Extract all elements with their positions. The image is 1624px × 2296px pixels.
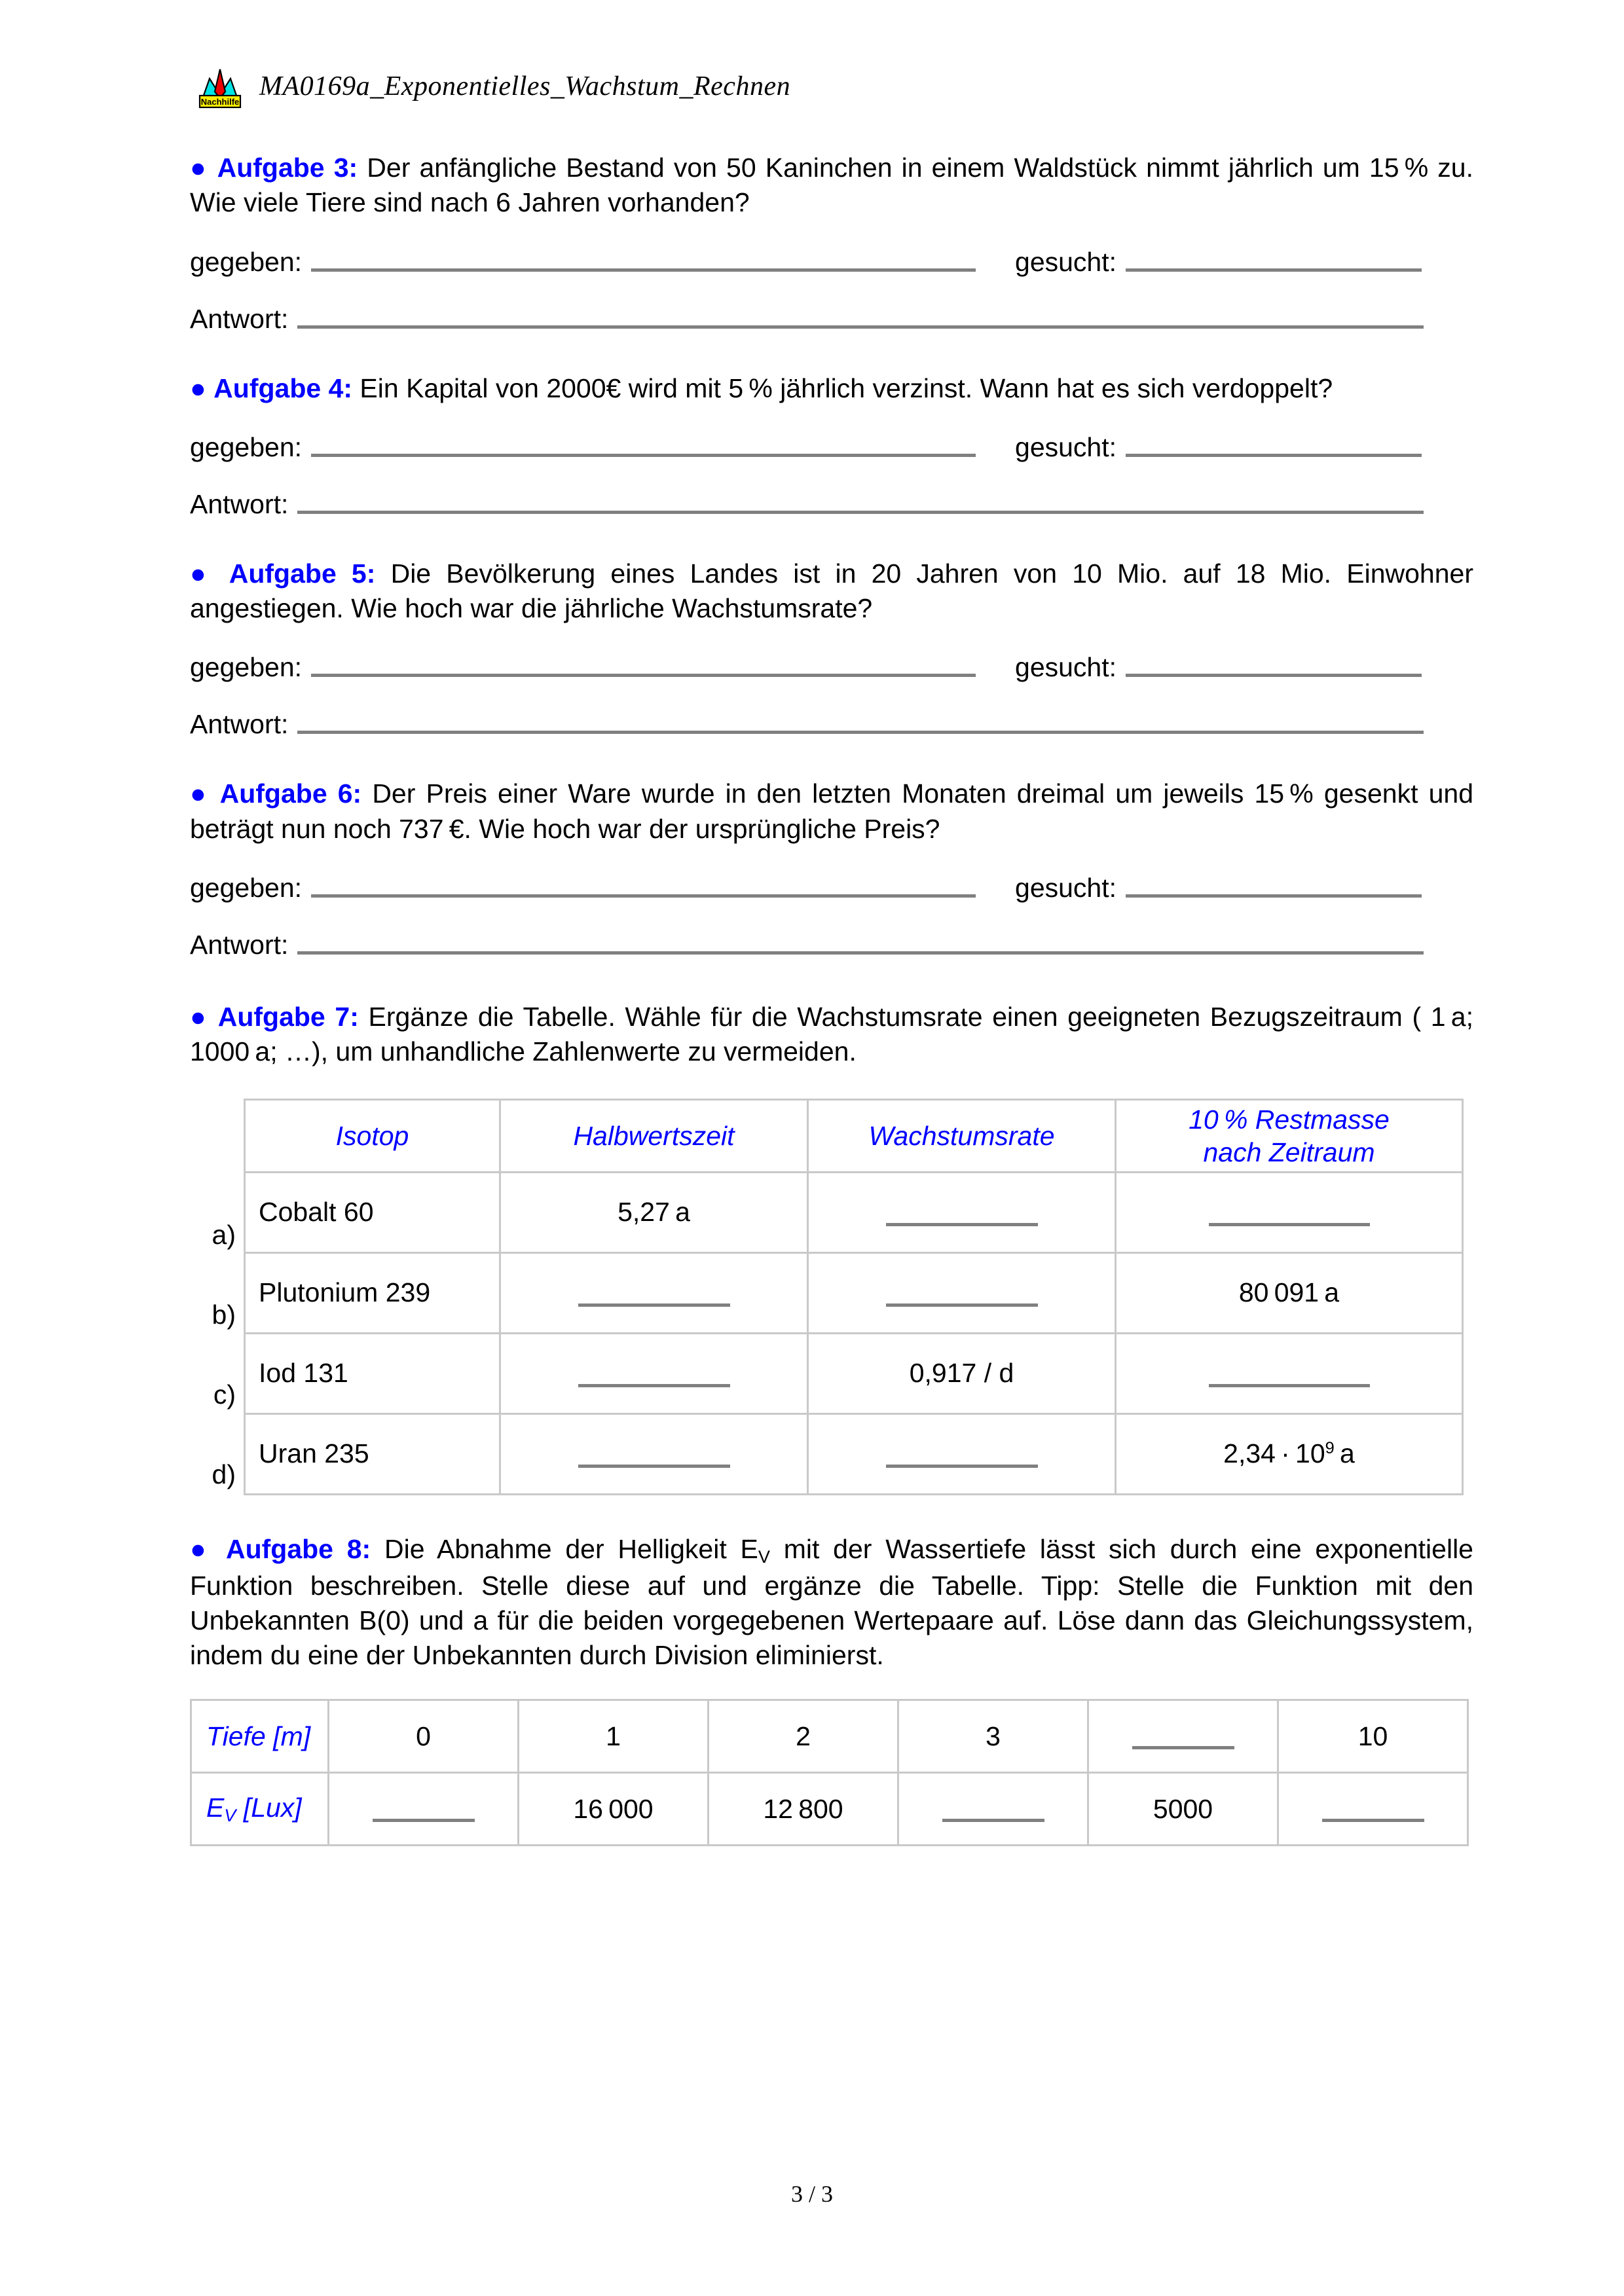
task-6-body: Der Preis einer Ware wurde in den letzten Monaten dreimal um jeweils 15 % gesenkt und beträgt nun noch 737 €. Wie hoch war der ursprüngliche Preis? [190, 778, 1473, 844]
sought-label: gesucht: [1015, 652, 1117, 683]
given-fill-line[interactable] [311, 454, 976, 457]
ev-unit: [Lux] [236, 1793, 302, 1823]
fill-line[interactable] [578, 1303, 730, 1307]
answer-fill-line[interactable] [297, 325, 1424, 329]
cell-restmasse-b: 80 091 a [1116, 1252, 1463, 1333]
task-5-answer-row [190, 709, 1473, 740]
task-5-given-row [190, 652, 1473, 683]
task-3-body: Der anfängliche Bestand von 50 Kaninchen in einem Waldstück nimmt jährlich um 15 % zu. Wie viele Tiere sind nach 6 Jahren vorhanden? [190, 153, 1473, 218]
cell-isotope-d: Uran 235 [245, 1413, 500, 1494]
task-bullet-icon: ● [190, 1002, 209, 1032]
task-3-given-row [190, 247, 1473, 278]
cell-halbwertszeit-a: 5,27 a [500, 1172, 808, 1252]
col-header-restmasse-line1: 10 % Restmasse [1189, 1104, 1390, 1135]
task-aufgabe-5 [190, 556, 1473, 740]
isotope-row-labels [190, 1099, 244, 1495]
fill-line[interactable] [1132, 1746, 1234, 1749]
page-number: 3 / 3 [790, 2181, 833, 2207]
task-6-label: Aufgabe 6: [219, 778, 362, 809]
sought-label: gesucht: [1015, 246, 1117, 277]
cell-lux-5[interactable] [1278, 1773, 1468, 1846]
fill-line[interactable] [1322, 1819, 1424, 1822]
cell-wachstumsrate-c: 0,917 / d [808, 1333, 1116, 1413]
given-fill-line[interactable] [311, 894, 976, 898]
task-4-text [190, 371, 1473, 406]
task-bullet-icon: ● [190, 153, 208, 183]
task-8-subscript: V [758, 1546, 770, 1567]
given-label: gegeben: [190, 652, 303, 683]
task-8-body-part2: mit der Wassertiefe lässt sich durch eine exponentielle Funktion beschreiben. Stelle diese auf und ergänze die Tabelle. Tipp: Stelle die Funktion mit den Unbekannten B(0) und a für die beiden vorgegebenen Wertepaare auf. Löse dann das Gleichungssystem, indem du eine der Unbekannten durch Division eliminierst. [190, 1533, 1473, 1671]
cell-lux-1: 16 000 [519, 1773, 709, 1846]
given-fill-line[interactable] [311, 674, 976, 677]
given-label: gegeben: [190, 431, 303, 462]
cell-depth-1: 1 [519, 1700, 709, 1773]
task-3-label: Aufgabe 3: [217, 153, 358, 183]
task-aufgabe-4 [190, 371, 1473, 520]
row-label-a: a) [212, 1219, 236, 1250]
answer-label: Antwort: [190, 303, 289, 334]
col-header-isotop: Isotop [245, 1099, 500, 1172]
task-3-answer-row [190, 304, 1473, 335]
cell-depth-2: 2 [709, 1700, 898, 1773]
task-4-body: Ein Kapital von 2000€ wird mit 5 % jährlich verzinst. Wann hat es sich verdoppelt? [352, 373, 1333, 403]
cell-depth-0: 0 [329, 1700, 519, 1773]
task-8-label: Aufgabe 8: [225, 1533, 371, 1564]
cell-isotope-a: Cobalt 60 [245, 1172, 500, 1252]
task-aufgabe-8 [190, 1532, 1473, 1847]
cell-lux-2: 12 800 [709, 1773, 898, 1846]
page-footer [0, 2180, 1624, 2208]
isotope-table [244, 1099, 1464, 1495]
task-8-body-part1: Die Abnahme der Helligkeit E [371, 1533, 758, 1564]
ev-subscript: V [224, 1805, 236, 1825]
sought-fill-line[interactable] [1126, 454, 1422, 457]
row-header-tiefe: Tiefe [m] [191, 1700, 329, 1773]
nachhilfe-logo-icon [196, 63, 244, 110]
sought-label: gesucht: [1015, 873, 1117, 903]
fill-line[interactable] [373, 1819, 475, 1822]
task-4-given-row [190, 432, 1473, 463]
cell-halbwertszeit-d[interactable] [500, 1413, 808, 1494]
given-label: gegeben: [190, 246, 303, 277]
cell-lux-3[interactable] [898, 1773, 1088, 1846]
fill-line[interactable] [886, 1303, 1038, 1307]
answer-fill-line[interactable] [297, 731, 1424, 734]
task-aufgabe-6 [190, 776, 1473, 960]
task-7-label: Aufgabe 7: [217, 1002, 359, 1032]
task-bullet-icon: ● [190, 1533, 213, 1564]
task-6-text [190, 776, 1473, 847]
fill-line[interactable] [578, 1384, 730, 1387]
fill-line[interactable] [886, 1223, 1038, 1226]
cell-isotope-c: Iod 131 [245, 1333, 500, 1413]
table-row-depth [191, 1700, 1468, 1773]
sought-fill-line[interactable] [1126, 268, 1422, 272]
restmasse-base: 2,34 · 10 [1223, 1438, 1325, 1469]
worksheet-content [190, 151, 1473, 1846]
cell-restmasse-d [1116, 1413, 1463, 1494]
col-header-wachstumsrate: Wachstumsrate [808, 1099, 1116, 1172]
document-header [196, 63, 790, 110]
task-6-answer-row [190, 930, 1473, 960]
sought-fill-line[interactable] [1126, 894, 1422, 898]
fill-line[interactable] [886, 1465, 1038, 1468]
task-aufgabe-7 [190, 1000, 1473, 1495]
table-row [245, 1252, 1463, 1333]
task-5-label: Aufgabe 5: [229, 558, 376, 589]
table-row-lux [191, 1773, 1468, 1846]
col-header-restmasse [1116, 1099, 1463, 1172]
task-7-body: Ergänze die Tabelle. Wähle für die Wachstumsrate einen geeigneten Bezugszeitraum ( 1 a; 1000 a; …), um unhandliche Zahlenwerte zu vermeiden. [190, 1002, 1473, 1067]
table-row [245, 1172, 1463, 1252]
ev-base: E [206, 1793, 225, 1823]
isotope-table-header-row [245, 1099, 1463, 1172]
col-header-restmasse-line2: nach Zeitraum [1203, 1137, 1375, 1167]
answer-fill-line[interactable] [297, 511, 1424, 514]
cell-wachstumsrate-d[interactable] [808, 1413, 1116, 1494]
cell-halbwertszeit-b[interactable] [500, 1252, 808, 1333]
given-fill-line[interactable] [311, 268, 976, 272]
cell-lux-0[interactable] [329, 1773, 519, 1846]
cell-wachstumsrate-a[interactable] [808, 1172, 1116, 1252]
task-5-body: Die Bevölkerung eines Landes ist in 20 Jahren von 10 Mio. auf 18 Mio. Einwohner angestiegen. Wie hoch war die jährliche Wachstumsrate? [190, 558, 1473, 624]
cell-depth-3: 3 [898, 1700, 1088, 1773]
sought-fill-line[interactable] [1126, 674, 1422, 677]
cell-depth-5: 10 [1278, 1700, 1468, 1773]
task-4-answer-row [190, 489, 1473, 520]
row-header-ev-lux [191, 1773, 329, 1846]
task-7-text [190, 1000, 1473, 1070]
restmasse-exponent: 9 [1325, 1439, 1335, 1458]
row-label-d: d) [212, 1459, 236, 1489]
task-bullet-icon: ● [190, 373, 206, 403]
task-aufgabe-3 [190, 151, 1473, 335]
fill-line[interactable] [578, 1465, 730, 1468]
cell-lux-4: 5000 [1088, 1773, 1278, 1846]
answer-fill-line[interactable] [297, 951, 1424, 955]
document-title: MA0169a_Exponentielles_Wachstum_Rechnen [259, 71, 791, 101]
fill-line[interactable] [1209, 1223, 1370, 1226]
row-label-b: b) [212, 1299, 236, 1330]
cell-restmasse-c[interactable] [1116, 1333, 1463, 1413]
cell-halbwertszeit-c[interactable] [500, 1333, 808, 1413]
task-4-label: Aufgabe 4: [213, 373, 353, 403]
answer-label: Antwort: [190, 709, 289, 740]
task-3-text [190, 151, 1473, 221]
answer-label: Antwort: [190, 930, 289, 960]
sought-label: gesucht: [1015, 431, 1117, 462]
task-bullet-icon: ● [190, 558, 214, 589]
task-bullet-icon: ● [190, 778, 210, 809]
isotope-table-wrapper [190, 1099, 1473, 1495]
task-5-text [190, 556, 1473, 627]
fill-line[interactable] [942, 1819, 1044, 1822]
cell-isotope-b: Plutonium 239 [245, 1252, 500, 1333]
task-8-text [190, 1532, 1473, 1673]
cell-wachstumsrate-b[interactable] [808, 1252, 1116, 1333]
row-label-c: c) [213, 1379, 236, 1410]
cell-depth-4[interactable] [1088, 1700, 1278, 1773]
svg-text:Nachhilfe: Nachhilfe [200, 97, 240, 107]
restmasse-unit: a [1334, 1438, 1355, 1469]
table-row [245, 1413, 1463, 1494]
answer-label: Antwort: [190, 488, 289, 519]
given-label: gegeben: [190, 873, 303, 903]
cell-restmasse-a[interactable] [1116, 1172, 1463, 1252]
task-6-given-row [190, 873, 1473, 903]
col-header-halbwertszeit: Halbwertszeit [500, 1099, 808, 1172]
brightness-table [190, 1699, 1469, 1846]
fill-line[interactable] [1209, 1384, 1370, 1387]
table-row [245, 1333, 1463, 1413]
